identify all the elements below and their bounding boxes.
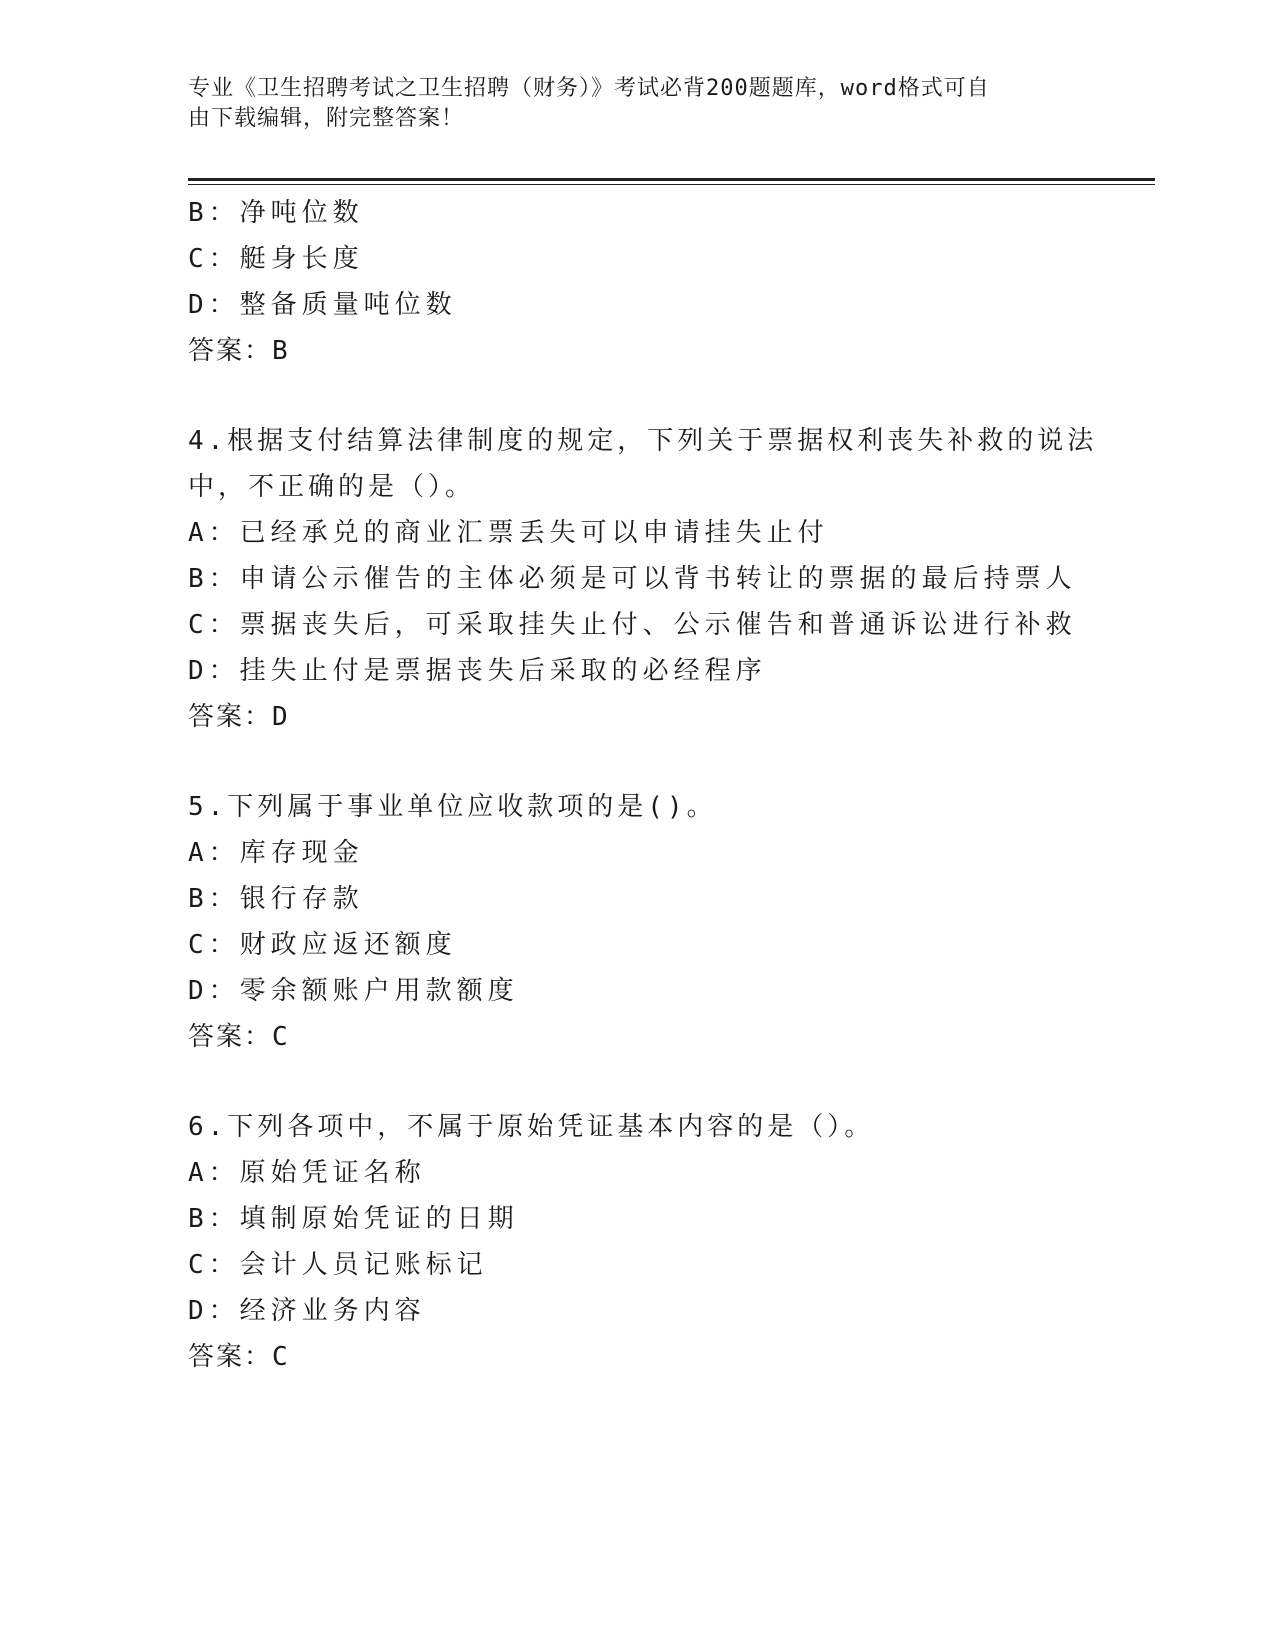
answer-label: 答案： [188, 336, 273, 366]
header-divider-thick [188, 178, 1155, 181]
option-a: A：原始凭证名称 [188, 1158, 426, 1188]
option-b: B：净吨位数 [188, 198, 364, 228]
question-5 [188, 784, 1088, 1060]
option-c: C：艇身长度 [188, 244, 364, 274]
option-b: B：申请公示催告的主体必须是可以背书转让的票据的最后持票人 [188, 564, 1077, 594]
option-d: D：经济业务内容 [188, 1296, 426, 1326]
option-d: D：整备质量吨位数 [188, 290, 457, 320]
answer-line [188, 328, 1088, 374]
option-b: B：填制原始凭证的日期 [188, 1204, 519, 1234]
header-divider-thin [188, 184, 1155, 185]
answer-value: D [272, 702, 290, 732]
answer-label: 答案： [188, 1342, 273, 1372]
question-stem: 4.根据支付结算法律制度的规定，下列关于票据权利丧失补救的说法 [188, 426, 1098, 456]
answer-line [188, 1334, 1088, 1380]
option-c: C：票据丧失后，可采取挂失止付、公示催告和普通诉讼进行补救 [188, 610, 1077, 640]
option-d: D：挂失止付是票据丧失后采取的必经程序 [188, 656, 767, 686]
question-6 [188, 1104, 1088, 1380]
option-a: A：库存现金 [188, 838, 364, 868]
document-header [188, 74, 1068, 134]
answer-label: 答案： [188, 1022, 273, 1052]
option-c: C：财政应返还额度 [188, 930, 457, 960]
question-stem: 6.下列各项中，不属于原始凭证基本内容的是（）。 [188, 1112, 875, 1142]
question-stem: 5.下列属于事业单位应收款项的是()。 [188, 792, 717, 822]
header-line-1: 专业《卫生招聘考试之卫生招聘（财务）》考试必背200题题库，word格式可自 [188, 76, 990, 101]
option-a: A：已经承兑的商业汇票丢失可以申请挂失止付 [188, 518, 829, 548]
answer-line [188, 694, 1088, 740]
question-3-continued [188, 190, 1088, 374]
answer-label: 答案： [188, 702, 273, 732]
option-c: C：会计人员记账标记 [188, 1250, 488, 1280]
question-stem: 中，不正确的是（）。 [188, 472, 476, 502]
answer-line [188, 1014, 1088, 1060]
answer-value: B [272, 336, 290, 366]
answer-value: C [272, 1022, 290, 1052]
question-content [188, 190, 1098, 1380]
answer-value: C [272, 1342, 290, 1372]
option-d: D：零余额账户用款额度 [188, 976, 519, 1006]
option-b: B：银行存款 [188, 884, 364, 914]
question-4 [188, 418, 1098, 740]
header-line-2: 由下载编辑，附完整答案！ [188, 106, 465, 131]
